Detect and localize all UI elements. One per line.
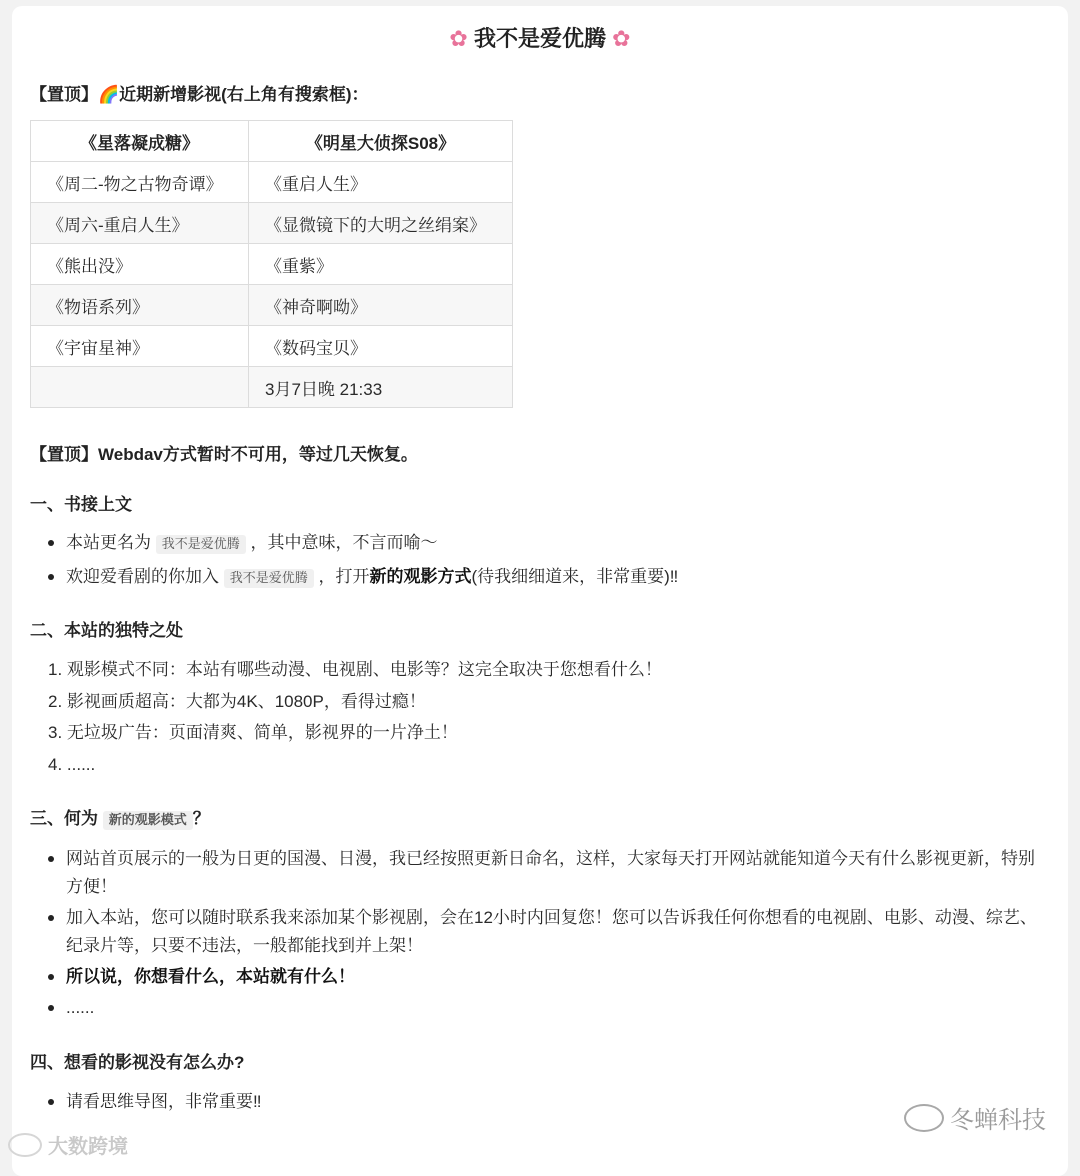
watermark-left: 大数跨境 <box>8 1130 128 1159</box>
bullet <box>48 574 54 580</box>
new-shows-table <box>30 120 513 408</box>
bullet <box>48 540 54 546</box>
bullet <box>48 1005 54 1011</box>
list-item: 欢迎爱看剧的你加入 我不是爱优腾 ，打开新的观影方式(待我细细道来，非常重要)‼ <box>48 563 678 593</box>
wechat-icon <box>904 1104 944 1132</box>
table-cell: 《数码宝贝》 <box>249 326 513 367</box>
list-item: 4. ...... <box>48 754 96 774</box>
table-cell: 《宇宙星神》 <box>31 326 249 367</box>
inline-code: 我不是爱优腾 <box>156 535 246 554</box>
list-item: 网站首页展示的一般为日更的国漫、日漫，我已经按照更新日命名，这样，大家每天打开网站就能知道今天有什么影视更新，特别方便！ <box>48 845 1038 901</box>
rainbow-icon: 🌈 <box>98 85 120 104</box>
table-row <box>31 326 513 367</box>
cherry-blossom-icon: ✿ <box>449 26 468 51</box>
table-cell: 《物语系列》 <box>31 285 249 326</box>
bullet <box>48 915 54 921</box>
page-title-text: 我不是爱优腾 <box>473 26 606 51</box>
bullet <box>48 1099 54 1105</box>
table-row <box>31 367 513 408</box>
wechat-icon <box>8 1133 42 1157</box>
list-item: ...... <box>48 994 1038 1022</box>
table-cell: 3月7日晚 21:33 <box>249 367 513 408</box>
table-header-row <box>31 121 513 162</box>
section-2-list <box>48 654 662 780</box>
section-heading-2: 二、本站的独特之处 <box>30 621 183 640</box>
bullet <box>48 856 54 862</box>
list-item: 请看思维导图，非常重要‼ <box>48 1088 262 1116</box>
section-4-list <box>48 1088 262 1116</box>
table-cell <box>31 367 249 408</box>
table-cell: 《显微镜下的大明之丝绢案》 <box>249 203 513 244</box>
table-header-cell: 《星落凝成糖》 <box>31 121 249 162</box>
section-heading-3: 三、何为 新的观影模式 ？ <box>30 809 210 828</box>
list-item: 本站更名为 我不是爱优腾 ，其中意味，不言而喻～ <box>48 529 678 559</box>
table-header-cell: 《明星大侦探S08》 <box>249 121 513 162</box>
pinned-notice-webdav: 【置顶】Webdav方式暂时不可用，等过几天恢复。 <box>30 445 418 464</box>
table-cell: 《重紫》 <box>249 244 513 285</box>
table-row <box>31 162 513 203</box>
section-heading-1: 一、书接上文 <box>30 495 132 514</box>
section-heading-4: 四、想看的影视没有怎么办? <box>30 1053 245 1072</box>
list-item: 2. 影视画质超高：大都为4K、1080P，看得过瘾！ <box>48 691 426 711</box>
cherry-blossom-icon: ✿ <box>612 26 631 51</box>
page-title <box>0 22 1080 53</box>
table-cell: 《周六-重启人生》 <box>31 203 249 244</box>
list-item: 所以说，你想看什么，本站就有什么！ <box>48 963 1038 991</box>
bullet <box>48 974 54 980</box>
table-cell: 《神奇啊呦》 <box>249 285 513 326</box>
table-row <box>31 203 513 244</box>
list-item: 3. 无垃圾广告：页面清爽、简单，影视界的一片净土！ <box>48 723 458 742</box>
inline-code: 我不是爱优腾 <box>224 569 314 588</box>
list-item: 加入本站，您可以随时联系我来添加某个影视剧，会在12小时内回复您！您可以告诉我任何你想看的电视剧、电影、动漫、综艺、纪录片等，只要不违法，一般都能找到并上架！ <box>48 904 1038 960</box>
table-row <box>31 244 513 285</box>
section-1-list <box>48 529 678 593</box>
table-cell: 《重启人生》 <box>249 162 513 203</box>
table-cell: 《周二-物之古物奇谭》 <box>31 162 249 203</box>
table-row <box>31 285 513 326</box>
table-cell: 《熊出没》 <box>31 244 249 285</box>
section-3-list <box>48 845 1038 1022</box>
pinned-notice-new: 【置顶】🌈近期新增影视(右上角有搜索框)： <box>30 85 369 104</box>
inline-code: 新的观影模式 <box>103 811 193 830</box>
list-item: 1. 观影模式不同：本站有哪些动漫、电视剧、电影等？这完全取决于您想看什么！ <box>48 660 662 679</box>
watermark-right: 冬蝉科技 <box>904 1100 1046 1135</box>
